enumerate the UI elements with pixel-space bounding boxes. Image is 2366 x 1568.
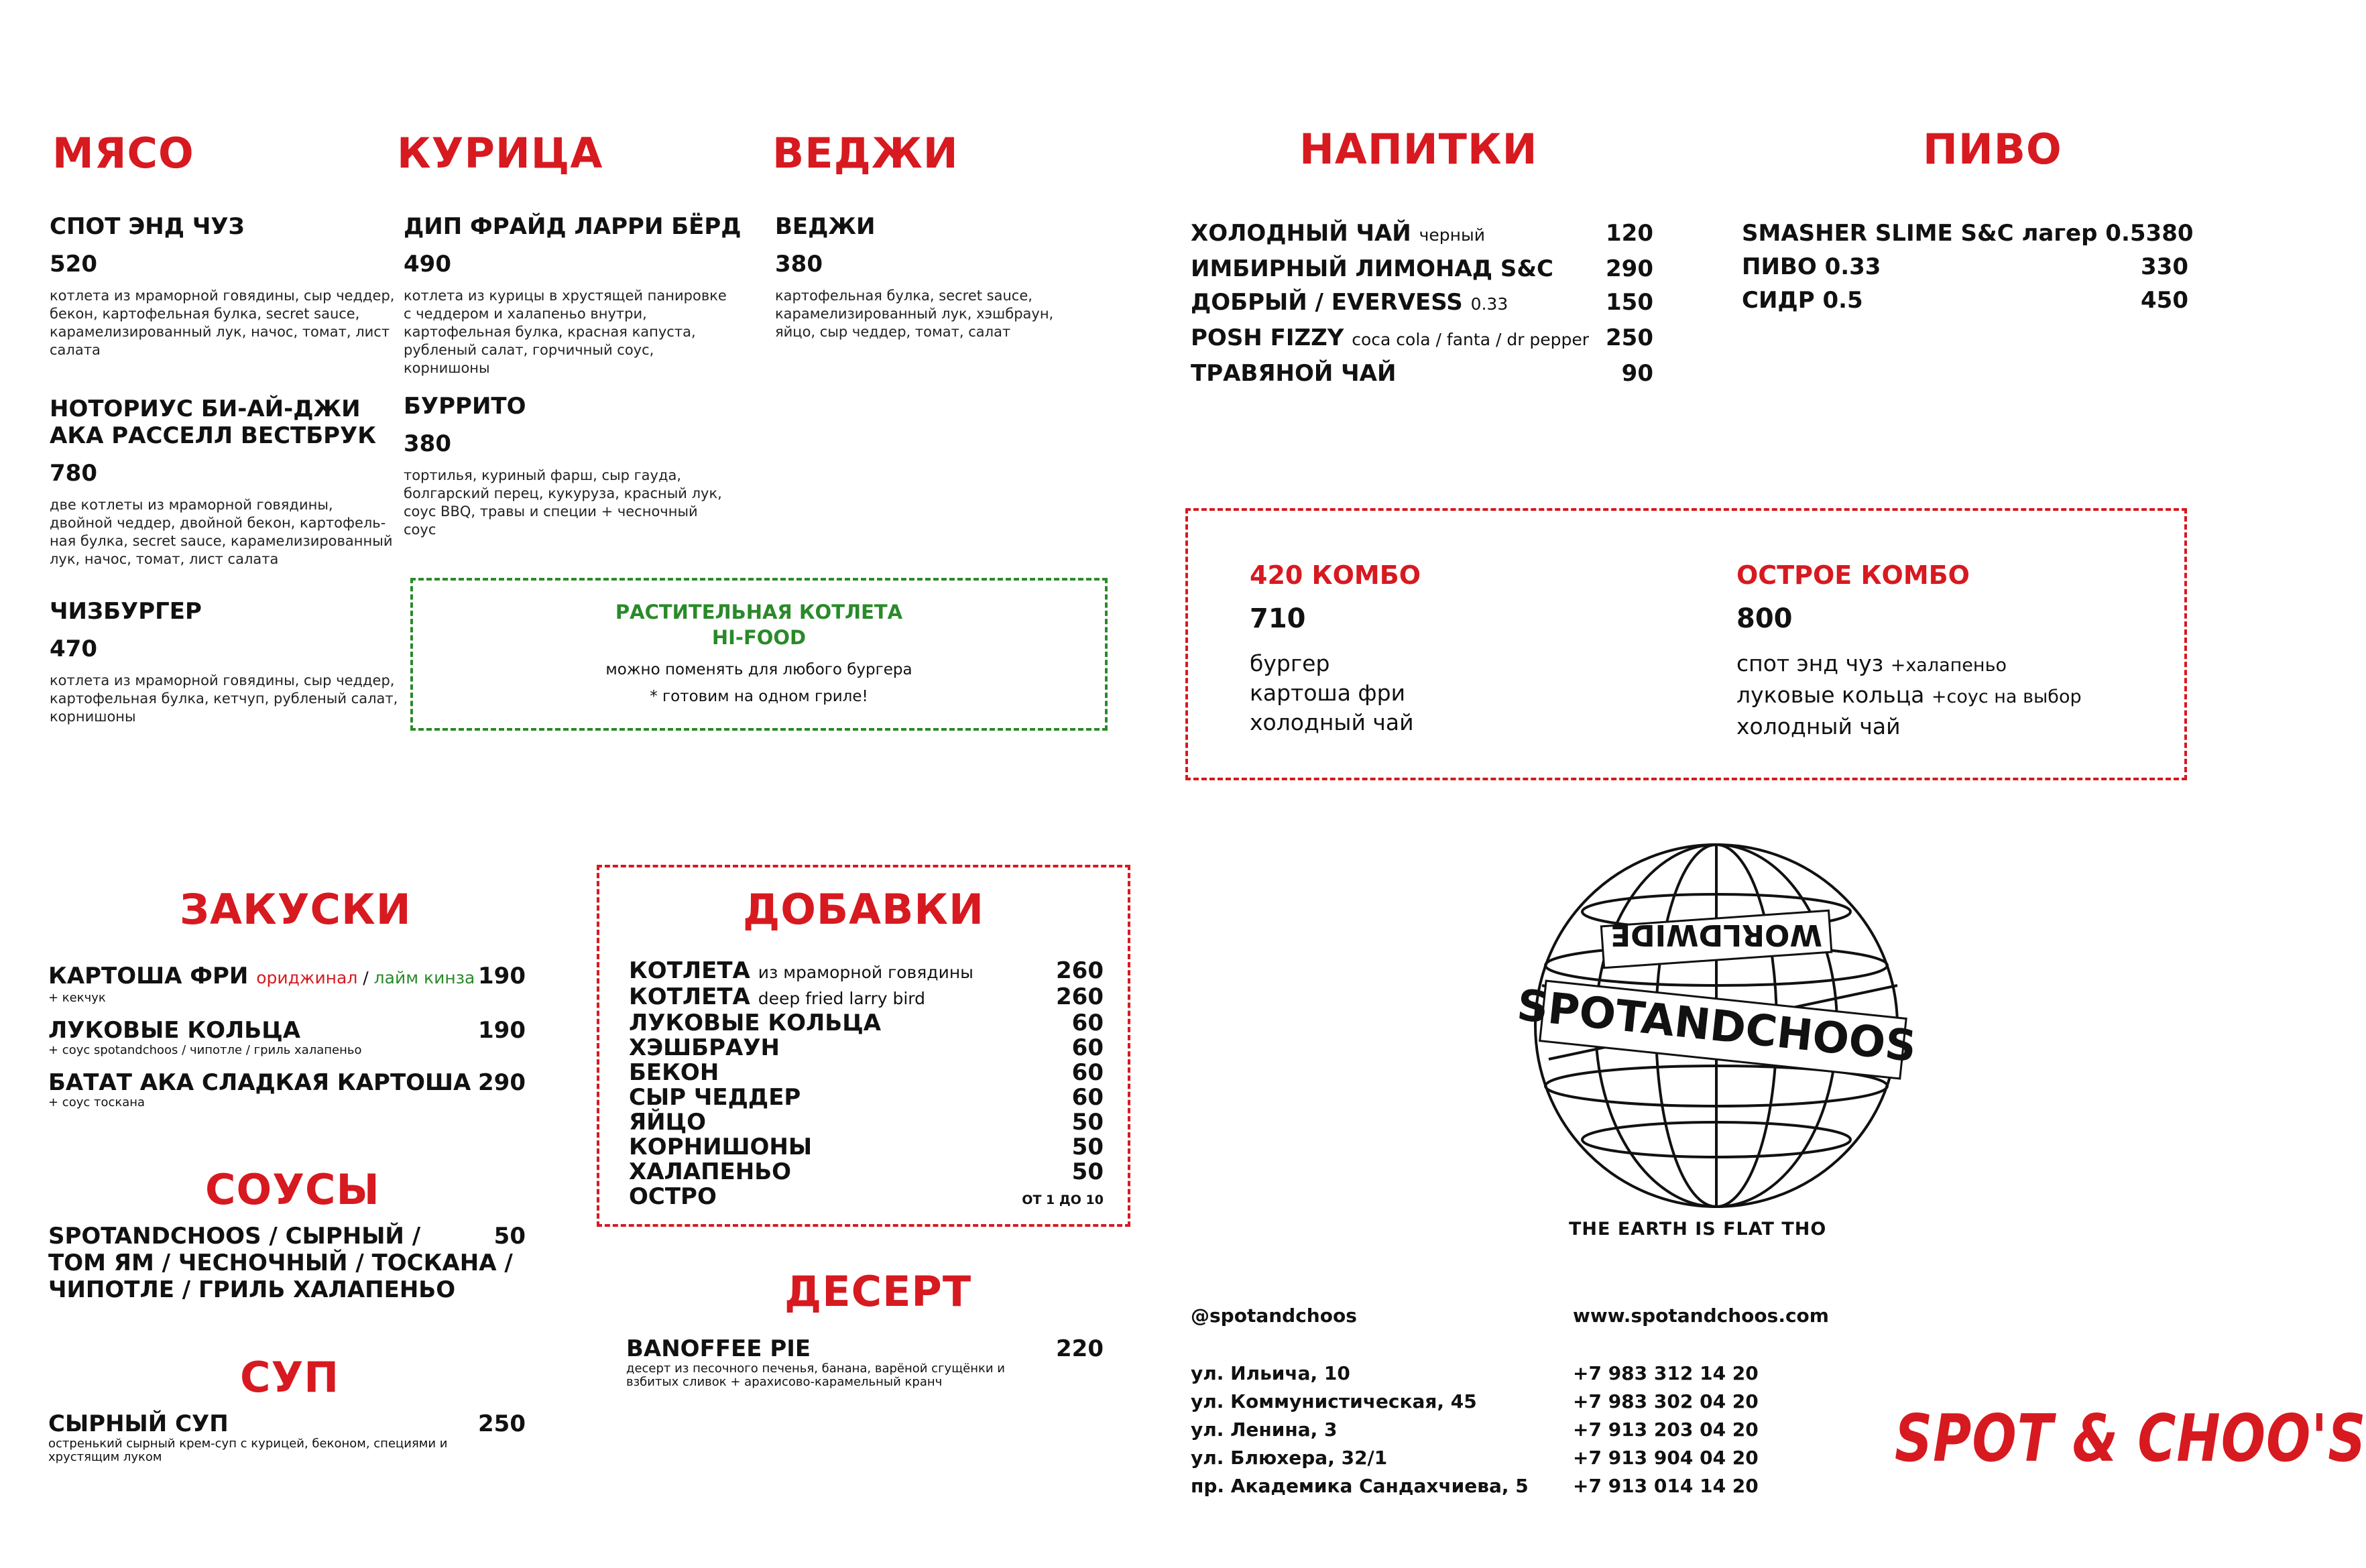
list-item [629, 1036, 1104, 1061]
item-name: ХАЛАПЕНЬО [629, 1158, 792, 1185]
list-item [1742, 253, 2188, 280]
beer-list [1742, 220, 2194, 314]
item-description: тортилья, куриный фарш, сыр гауда, болгарский перец, кукуруза, красный лук, соус BBQ, травы и специи + чесночный соус [404, 467, 722, 538]
list-item [48, 1017, 526, 1057]
section-title-snacks: ЗАКУСКИ [180, 885, 412, 934]
list-item [629, 1085, 1104, 1110]
item-name: БЕКОН [629, 1059, 719, 1086]
hifood-title: РАСТИТЕЛЬНАЯ КОТЛЕТА [615, 601, 903, 623]
menu-item [404, 393, 732, 539]
item-subtext: + соус тоскана [48, 1095, 145, 1109]
item-price: 50 [493, 1223, 526, 1250]
combo-card [1736, 560, 2082, 741]
item-price: 490 [404, 251, 451, 278]
item-description: котлета из мраморной говядины, сыр чеддер, бекон, картофельная булка, secret sauce, карамелизированный лук, начос, томат, лист салата [50, 288, 395, 358]
website-link[interactable]: www.spotandchoos.com [1573, 1305, 1829, 1327]
phone-number[interactable]: +7 913 904 04 20 [1573, 1447, 1759, 1469]
hifood-grill-note: * готовим на одном гриле! [650, 688, 868, 705]
list-item [629, 1185, 1104, 1209]
item-name: ХЭШБРАУН [629, 1034, 780, 1061]
item-price: 60 [1071, 1034, 1104, 1061]
item-note: coca cola / fanta / dr pepper [1352, 330, 1590, 349]
combo-line-extra: +халапеньо [1890, 655, 2007, 676]
dessert-item [626, 1335, 1104, 1389]
combo-line: луковые кольца [1736, 682, 1925, 708]
item-note: deep fried larry bird [758, 989, 926, 1008]
item-price: 330 [2141, 253, 2188, 280]
item-price: 60 [1071, 1010, 1104, 1036]
item-price: 60 [1071, 1084, 1104, 1111]
combo-line: бургер [1250, 650, 1330, 676]
item-name: БУРРИТО [404, 393, 526, 420]
item-price: 50 [1071, 1109, 1104, 1136]
item-price: 190 [478, 1017, 526, 1044]
phone-number[interactable]: +7 983 302 04 20 [1573, 1390, 1759, 1412]
globe-illustration [1502, 831, 1931, 1233]
item-name: ОСТРО [629, 1183, 717, 1210]
item-name: БАТАТ АКА СЛАДКАЯ КАРТОША [48, 1069, 471, 1096]
instagram-handle[interactable]: @spotandchoos [1191, 1305, 1357, 1327]
globe-caption: THE EARTH IS FLAT THO [1569, 1219, 1827, 1240]
list-item [629, 985, 1104, 1011]
section-title-beer: ПИВО [1923, 125, 2062, 174]
item-name: КОТЛЕТА [629, 957, 750, 984]
item-name: ВЕДЖИ [775, 213, 876, 240]
section-title-chicken: КУРИЦА [397, 129, 603, 178]
item-name: ТРАВЯНОЙ ЧАЙ [1191, 360, 1397, 387]
snacks-list [48, 963, 526, 1109]
addons-list [629, 959, 1104, 1209]
item-name: СЫР ЧЕДДЕР [629, 1084, 801, 1111]
item-price: 50 [1071, 1134, 1104, 1160]
item-price: 50 [1071, 1158, 1104, 1185]
item-price: 780 [50, 460, 97, 487]
item-name: КАРТОША ФРИ [48, 963, 249, 989]
item-note: черный [1419, 225, 1485, 245]
menu-item [50, 213, 398, 359]
item-description: остренький сырный крем-суп с курицей, беконом, специями и хрустящим луком [48, 1437, 448, 1464]
item-price: 380 [2145, 220, 2194, 247]
list-item [48, 963, 526, 1005]
item-price: 220 [1056, 1335, 1104, 1362]
item-description: две котлеты из мраморной говядины, двойной чеддер, двойной бекон, картофель-ная булка, secret sauce, карамелизированный лук, начос, томат, лист салата [50, 497, 393, 567]
item-price: 190 [478, 963, 526, 989]
item-name: ПИВО 0.33 [1742, 253, 1881, 280]
item-name: КОТЛЕТА [629, 983, 750, 1010]
menu-item [50, 598, 398, 726]
item-note: из мраморной говядины [758, 963, 973, 982]
combo-line: холодный чай [1250, 709, 1414, 735]
combo-title: 420 КОМБО [1250, 560, 1421, 590]
phone-number[interactable]: +7 983 312 14 20 [1573, 1362, 1759, 1384]
item-subtext: + соус spotandchoos / чипотле / гриль халапеньо [48, 1043, 362, 1057]
list-item [629, 959, 1104, 985]
address: ул. Ленина, 3 [1191, 1419, 1338, 1441]
item-price: 290 [478, 1069, 526, 1096]
globe-word-mid: SPOTANDCHOOS [1515, 980, 1919, 1073]
item-price: 260 [1056, 957, 1104, 984]
list-item [48, 1069, 526, 1109]
phone-number[interactable]: +7 913 203 04 20 [1573, 1419, 1759, 1441]
item-price: 470 [50, 636, 97, 662]
item-name: ЯЙЦО [629, 1109, 707, 1136]
list-item [1191, 289, 1653, 318]
hifood-box [410, 578, 1108, 731]
phone-list [1573, 1360, 1759, 1500]
item-name: ДОБРЫЙ / EVERVESS [1191, 289, 1463, 316]
item-note: 0.33 [1470, 294, 1509, 314]
item-price: ОТ 1 ДО 10 [1022, 1193, 1104, 1207]
item-option-lime: лайм кинза [373, 968, 475, 987]
section-title-sauces: СОУСЫ [205, 1165, 380, 1214]
soup-item [48, 1410, 526, 1464]
sauce-line: ТОМ ЯМ / ЧЕСНОЧНЫЙ / ТОСКАНА / [48, 1250, 513, 1276]
item-subtext: + кекчук [48, 991, 106, 1005]
item-price: 520 [50, 251, 97, 278]
list-item [629, 1061, 1104, 1085]
item-name: ДИП ФРАЙД ЛАРРИ БЁРД [404, 213, 742, 240]
address: пр. Академика Сандахчиева, 5 [1191, 1475, 1529, 1497]
list-item [629, 1110, 1104, 1135]
menu-item [775, 213, 1063, 341]
combo-price: 800 [1736, 603, 1793, 634]
item-description: картофельная булка, secret sauce, карамелизированный лук, хэшбраун, яйцо, сыр чеддер, томат, салат [775, 288, 1054, 340]
sauce-line: ЧИПОТЛЕ / ГРИЛЬ ХАЛАПЕНЬО [48, 1276, 456, 1303]
drinks-list [1191, 220, 1653, 387]
item-price: 60 [1071, 1059, 1104, 1086]
item-price: 250 [478, 1410, 526, 1437]
sauce-line: SPOTANDCHOOS / СЫРНЫЙ / [48, 1223, 421, 1250]
hifood-subtitle: HI-FOOD [711, 626, 807, 649]
item-price: 150 [1606, 289, 1653, 316]
brand-logo: SPOT & CHOO'S [1895, 1401, 2366, 1477]
item-name: BANOFFEE PIE [626, 1335, 811, 1362]
list-item [629, 1160, 1104, 1185]
item-price: 120 [1606, 220, 1653, 247]
item-name: НОТОРИУС БИ-АЙ-ДЖИ [50, 396, 361, 422]
address: ул. Коммунистическая, 45 [1191, 1390, 1477, 1412]
item-name: ЧИЗБУРГЕР [50, 598, 202, 625]
item-option-original: ориджинал [256, 968, 358, 987]
combo-price: 710 [1250, 603, 1306, 634]
combo-box [1185, 508, 2187, 780]
item-name: СПОТ ЭНД ЧУЗ [50, 213, 245, 240]
item-name: СИДР 0.5 [1742, 287, 1863, 314]
address: ул. Блюхера, 32/1 [1191, 1447, 1388, 1469]
section-title-dessert: ДЕСЕРТ [784, 1267, 972, 1316]
item-name: ИМБИРНЫЙ ЛИМОНАД S&C [1191, 255, 1553, 282]
item-price: 380 [404, 430, 451, 457]
combo-title: ОСТРОЕ КОМБО [1736, 560, 1970, 590]
item-price: 250 [1606, 324, 1653, 351]
combo-line: спот энд чуз [1736, 650, 1884, 676]
combo-line: холодный чай [1736, 713, 1901, 739]
section-title-veggie: ВЕДЖИ [772, 129, 959, 178]
menu-item [50, 396, 398, 568]
item-name: SMASHER SLIME S&C лагер 0.5 [1742, 220, 2146, 247]
hifood-note: можно поменять для любого бургера [605, 661, 912, 678]
item-description: котлета из курицы в хрустящей панировке с чеддером и халапеньо внутри, картофельная булка, красная капуста, рубленый салат, горчичный соус, корнишоны [404, 288, 727, 376]
address: ул. Ильича, 10 [1191, 1362, 1350, 1384]
list-item [1191, 255, 1653, 282]
phone-number[interactable]: +7 913 014 14 20 [1573, 1475, 1759, 1497]
item-name: ХОЛОДНЫЙ ЧАЙ [1191, 220, 1411, 247]
address-list [1191, 1360, 1529, 1500]
combo-line-extra: +соус на выбор [1931, 686, 2082, 707]
item-price: 260 [1056, 983, 1104, 1010]
item-name: ЛУКОВЫЕ КОЛЬЦА [48, 1017, 301, 1044]
list-item [629, 1011, 1104, 1036]
section-title-drinks: НАПИТКИ [1299, 125, 1538, 174]
item-name: КОРНИШОНЫ [629, 1134, 813, 1160]
item-name-line2: АКА РАССЕЛЛ ВЕСТБРУК [50, 422, 377, 449]
addons-box [597, 865, 1130, 1227]
item-price: 450 [2141, 287, 2188, 314]
item-name: POSH FIZZY [1191, 324, 1344, 351]
combo-line: картоша фри [1250, 680, 1406, 706]
item-option-separator: / [357, 968, 374, 987]
section-title-addons: ДОБАВКИ [743, 885, 984, 934]
item-description: десерт из песочного печенья, банана, варёной сгущёнки и взбитых сливок + арахисово-карамельный кранч [626, 1362, 1005, 1389]
item-name: СЫРНЫЙ СУП [48, 1410, 229, 1437]
item-price: 290 [1606, 255, 1653, 282]
list-item [1191, 360, 1653, 387]
section-title-soup: СУП [240, 1353, 340, 1402]
item-name: ЛУКОВЫЕ КОЛЬЦА [629, 1010, 882, 1036]
item-price: 380 [775, 251, 823, 278]
combo-card [1250, 560, 1421, 737]
sauces-list [48, 1223, 526, 1303]
list-item [1742, 220, 2194, 247]
list-item [1191, 324, 1653, 353]
item-description: котлета из мраморной говядины, сыр чеддер, картофельная булка, кетчуп, рубленый салат, корнишоны [50, 672, 398, 725]
list-item [1742, 287, 2188, 314]
list-item [1191, 220, 1653, 249]
globe-word-top: WORLDWIDE [1610, 918, 1822, 952]
list-item [629, 1135, 1104, 1160]
item-price: 90 [1621, 360, 1653, 387]
section-title-meat: МЯСО [52, 129, 194, 178]
menu-item [404, 213, 742, 377]
